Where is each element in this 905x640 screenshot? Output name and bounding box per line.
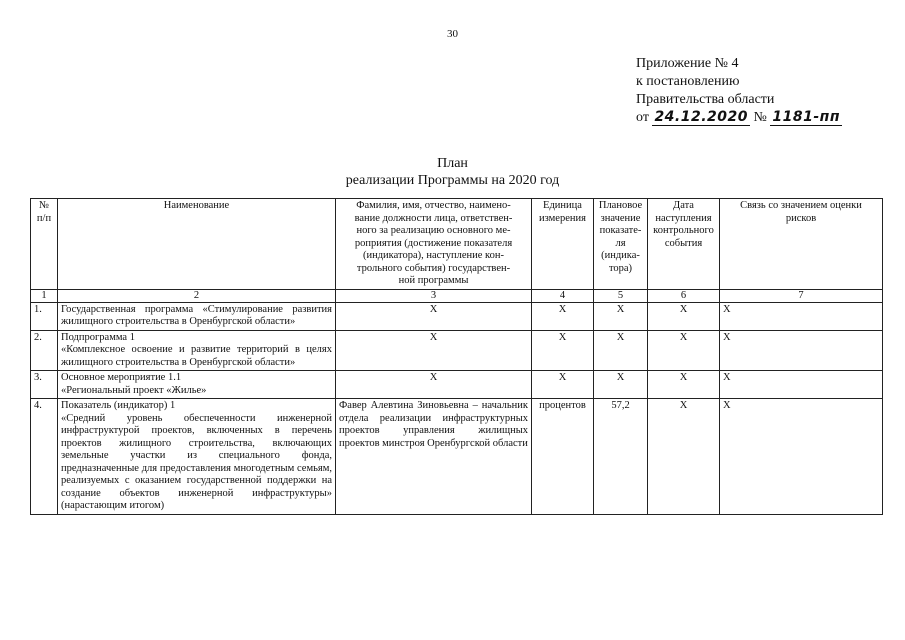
column-number: 5 — [594, 289, 648, 302]
row-planned: Х — [594, 330, 648, 371]
header-responsible: Фамилия, имя, отчество, наимено- вание должности лица, ответствен- ного за реализацию основного ме- роприятия (достижение показателя (индикатора), наступление кон- трольного события) государствен- ной программы — [336, 199, 532, 290]
column-number: 6 — [648, 289, 720, 302]
column-number: 3 — [336, 289, 532, 302]
column-number: 4 — [532, 289, 594, 302]
row-planned: Х — [594, 371, 648, 399]
title-line-2: реализации Программы на 2020 год — [345, 173, 560, 188]
row-responsible: Х — [336, 330, 532, 371]
row-name: Показатель (индикатор) 1 «Средний уровень обеспеченности инженерной инфраструктурой проектов, включенных в перечень проектов жилищного строительства, включающих земельные участки из специального фонда, предназначенные для предоставления многодетным семьям, реализуемых с оказанием государственной поддержки на создание объектов инженерной инфраструктуры» (нарастающим итогом) — [58, 399, 336, 515]
header-unit: Единица измерения — [532, 199, 594, 290]
row-num: 4. — [31, 399, 58, 515]
row-date: Х — [648, 399, 720, 515]
date-prefix: от — [636, 110, 649, 125]
row-unit: процентов — [532, 399, 594, 515]
column-number: 7 — [720, 289, 883, 302]
row-responsible: Х — [336, 371, 532, 399]
header-name: Наименование — [58, 199, 336, 290]
row-responsible: Фавер Алевтина Зиновьевна – начальник отдела реализации инфраструктурных проектов управления жилищных проектов минстроя Оренбургской области — [336, 399, 532, 515]
column-number: 1 — [31, 289, 58, 302]
handwritten-date: 24.12.2020 — [654, 109, 749, 125]
row-planned: Х — [594, 302, 648, 330]
header-num: № п/п — [31, 199, 58, 290]
column-number: 2 — [58, 289, 336, 302]
title-line-1: План — [437, 156, 468, 171]
document-title — [0, 155, 905, 189]
header-date: Дата наступления контрольного события — [648, 199, 720, 290]
row-risk: Х — [720, 330, 883, 371]
row-planned: 57,2 — [594, 399, 648, 515]
row-date: Х — [648, 302, 720, 330]
appendix-line-1: Приложение № 4 — [636, 56, 739, 71]
row-name: Основное мероприятие 1.1 «Региональный проект «Жилье» — [58, 371, 336, 399]
appendix-line-3: Правительства области — [636, 92, 775, 107]
row-risk: Х — [720, 399, 883, 515]
row-date: Х — [648, 330, 720, 371]
appendix-date-line — [636, 109, 842, 127]
header-risk: Связь со значением оценки рисков — [720, 199, 883, 290]
plan-table — [30, 198, 883, 515]
column-number-row — [31, 289, 883, 302]
row-name: Подпрограмма 1 «Комплексное освоение и развитие территорий в целях жилищного строительства в Оренбургской области» — [58, 330, 336, 371]
handwritten-number: 1181-пп — [772, 109, 840, 125]
row-num: 2. — [31, 330, 58, 371]
row-responsible: Х — [336, 302, 532, 330]
row-num: 1. — [31, 302, 58, 330]
row-unit: Х — [532, 302, 594, 330]
row-name: Государственная программа «Стимулирование развития жилищного строительства в Оренбургской области» — [58, 302, 336, 330]
row-risk: Х — [720, 371, 883, 399]
page-number: 30 — [447, 28, 458, 40]
row-date: Х — [648, 371, 720, 399]
number-sign: № — [753, 110, 767, 125]
row-num: 3. — [31, 371, 58, 399]
table-row — [31, 371, 883, 399]
table-row — [31, 399, 883, 515]
row-unit: Х — [532, 330, 594, 371]
table-row — [31, 302, 883, 330]
table-row — [31, 330, 883, 371]
row-risk: Х — [720, 302, 883, 330]
header-row — [31, 199, 883, 290]
row-unit: Х — [532, 371, 594, 399]
header-planned: Плановое значение показате- ля (индика- тора) — [594, 199, 648, 290]
appendix-block — [636, 55, 842, 127]
appendix-line-2: к постановлению — [636, 74, 740, 89]
